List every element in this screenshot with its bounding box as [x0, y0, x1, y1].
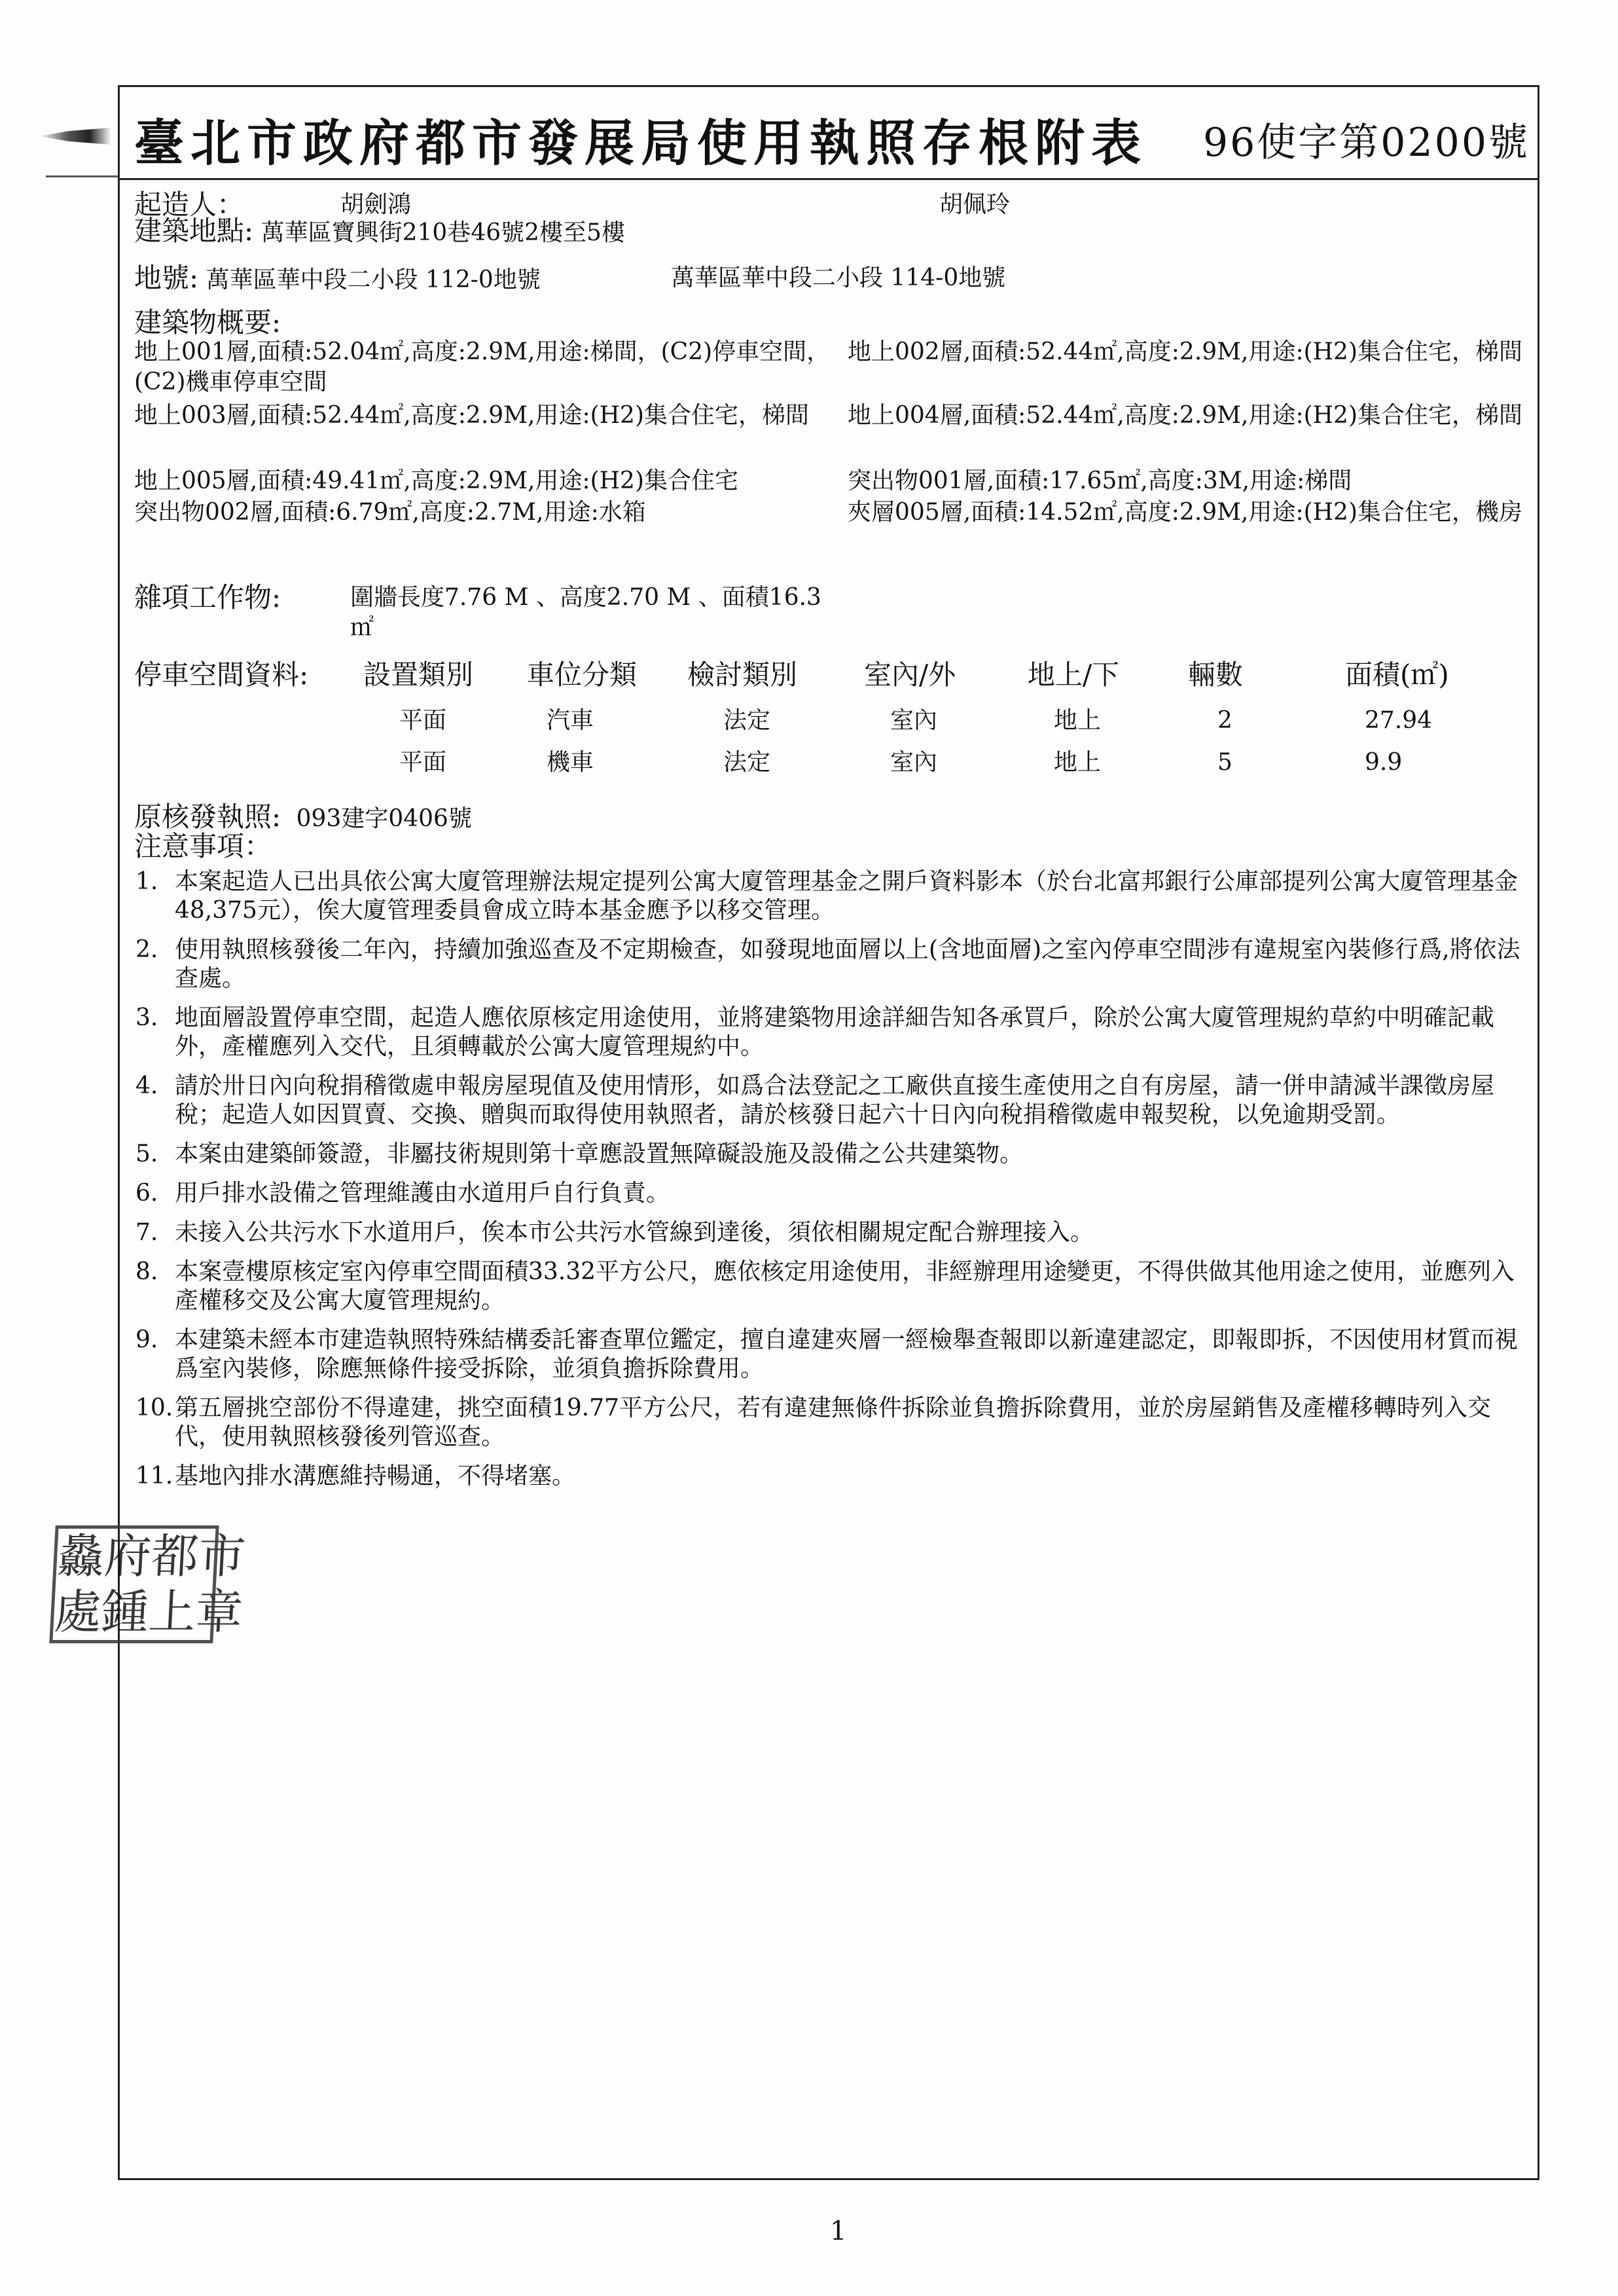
seal-char: 市: [197, 1529, 247, 1584]
official-seal: [49, 1525, 247, 1643]
title-row: [118, 92, 1539, 180]
floor-entry-2: 地上002層,面積:52.44㎡,高度:2.9M,用途:(H2)集合住宅，梯間: [848, 338, 1522, 365]
seal-char: 章: [194, 1584, 245, 1639]
parking-cell: 2: [1217, 707, 1232, 734]
seal-char: 鍾: [99, 1584, 151, 1639]
floor-entry-8: 夾層005層,面積:14.52㎡,高度:2.9M,用途:(H2)集合住宅，機房: [848, 499, 1522, 526]
seal-char: 處: [52, 1584, 103, 1639]
note-item: 2. 使用執照核發後二年內，持續加強巡查及不定期檢查，如發現地面層以上(含地面層)之室內停車空間涉有違規室內裝修行爲,將依法查處。: [135, 936, 1520, 992]
note-item: 7. 未接入公共污水下水道用戶，俟本市公共污水管線到達後，須依相關規定配合辦理接入。: [135, 1219, 1094, 1246]
parking-cell: 5: [1217, 749, 1232, 776]
note-item: 6. 用戶排水設備之管理維護由水道用戶自行負責。: [135, 1180, 670, 1207]
address-value: 萬華區寶興街210巷46號2樓至5樓: [261, 219, 625, 246]
parking-header-type: 設置類別: [363, 659, 474, 691]
original-permit-line: [134, 802, 472, 834]
parking-cell: 地上: [1054, 707, 1102, 734]
note-item: 5. 本案由建築師簽證，非屬技術規則第十章應設置無障礙設施及設備之公共建築物。: [135, 1140, 1024, 1167]
parking-cell: 室內: [890, 749, 938, 776]
note-item: 11. 基地內排水溝應維持暢通，不得堵塞。: [135, 1463, 576, 1489]
lot-label: 地號:: [134, 262, 199, 294]
applicant-name-1: 胡劍鴻: [340, 191, 412, 218]
misc-value: 圍牆長度7.76 M 、高度2.70 M 、面積16.3 ㎡: [350, 584, 821, 641]
note-item: 10. 第五層挑空部份不得違建，挑空面積19.77平方公尺，若有違建無條件拆除並負擔拆除費用，並於房屋銷售及產權移轉時列入交代，使用執照核發後列管巡查。: [135, 1394, 1492, 1450]
scan-line: [46, 175, 118, 177]
parking-cell: 平面: [399, 749, 447, 776]
applicant-label: 起造人：: [134, 189, 245, 221]
seal-char: 府: [103, 1529, 153, 1584]
note-item: 4. 請於卅日內向稅捐稽徵處申報房屋現值及使用情形，如爲合法登記之工廠供直接生產使用之自有房屋，請一併申請減半課徵房屋稅；起造人如因買賣、交換、贈與而取得使用執照者，請於核發日起六十日內向稅捐稽徵處申報契稅，以免逾期受罰。: [135, 1072, 1495, 1128]
note-item: 9. 本建築未經本市建造執照特殊結構委託審查單位鑑定，擅自違建夾層一經檢舉查報即以新違建認定，即報即拆，不因使用材質而視爲室內裝修，除應無條件接受拆除，並須負擔拆除費用。: [135, 1326, 1519, 1382]
parking-cell: 汽車: [547, 707, 594, 734]
misc-label: 雜項工作物:: [134, 581, 281, 613]
scan-mark: [39, 128, 111, 145]
parking-cell: 9.9: [1365, 749, 1403, 776]
floor-entry-7: 突出物002層,面積:6.79㎡,高度:2.7M,用途:水箱: [134, 499, 646, 526]
floor-entry-3: 地上003層,面積:52.44㎡,高度:2.9M,用途:(H2)集合住宅，梯間: [134, 402, 809, 429]
parking-header-class: 車位分類: [527, 659, 638, 691]
floor-entry-1: 地上001層,面積:52.04㎡,高度:2.9M,用途:梯間，(C2)停車空間，(C2)機車停車空間: [134, 338, 831, 395]
address-line: [134, 216, 625, 248]
permit-number: 96使字第0200號: [1202, 120, 1530, 166]
note-item: 3. 地面層設置停車空間，起造人應依原核定用途使用，並將建築物用途詳細告知各承買戶，除於公寓大廈管理規約草約中明確記載外，產權應列入交代，且須轉載於公寓大廈管理規約中。: [135, 1004, 1495, 1060]
lot-line: [134, 263, 541, 295]
address-label: 建築地點:: [134, 215, 254, 247]
parking-cell: 機車: [547, 749, 594, 776]
parking-cell: 法定: [723, 707, 771, 734]
applicant-name-2: 胡佩玲: [939, 191, 1011, 218]
notes-label: 注意事項：: [134, 830, 272, 862]
parking-header-count: 輛數: [1188, 659, 1244, 691]
parking-cell: 27.94: [1365, 707, 1433, 734]
parking-header-inout: 室內/外: [864, 659, 956, 691]
seal-char: 都: [150, 1529, 200, 1584]
note-item: 1. 本案起造人已出具依公寓大廈管理辦法規定提列公寓大廈管理基金之開戶資料影本（於台北富邦銀行公庫部提列公寓大廈管理基金48,375元），俟大廈管理委員會成立時本基金應予以移交管理。: [135, 868, 1519, 924]
floor-entry-4: 地上004層,面積:52.44㎡,高度:2.9M,用途:(H2)集合住宅，梯間: [848, 402, 1522, 429]
note-item: 8. 本案壹樓原核定室內停車空間面積33.32平方公尺，應依核定用途使用，非經辦理用途變更，不得供做其他用途之使用，並應列入產權移交及公寓大廈管理規約。: [135, 1258, 1515, 1314]
lot-value-1: 萬華區華中段二小段 112-0地號: [206, 266, 541, 293]
seal-char: 上: [147, 1584, 198, 1639]
seal-char: 灥: [56, 1529, 106, 1584]
parking-cell: 平面: [399, 707, 447, 734]
document-title: 臺北市政府都市發展局使用執照存根附表: [134, 114, 1147, 172]
parking-cell: 法定: [723, 749, 771, 776]
parking-header-level: 地上/下: [1028, 659, 1120, 691]
parking-cell: 地上: [1054, 749, 1102, 776]
notes-list: [134, 867, 1522, 1501]
parking-label: 停車空間資料:: [134, 659, 309, 691]
original-permit-value: 093建字0406號: [296, 805, 472, 832]
floor-entry-6: 突出物001層,面積:17.65㎡,高度:3M,用途:梯間: [848, 467, 1352, 494]
parking-cell: 室內: [890, 707, 938, 734]
parking-header-review: 檢討類別: [687, 659, 798, 691]
floor-entry-5: 地上005層,面積:49.41㎡,高度:2.9M,用途:(H2)集合住宅: [134, 467, 738, 494]
overview-label: 建築物概要:: [134, 306, 281, 338]
page-number: 1: [830, 2216, 847, 2246]
lot-value-2: 萬華區華中段二小段 114-0地號: [671, 264, 1006, 291]
parking-header-area: 面積(㎡): [1345, 659, 1449, 691]
original-permit-label: 原核發執照:: [134, 801, 281, 833]
